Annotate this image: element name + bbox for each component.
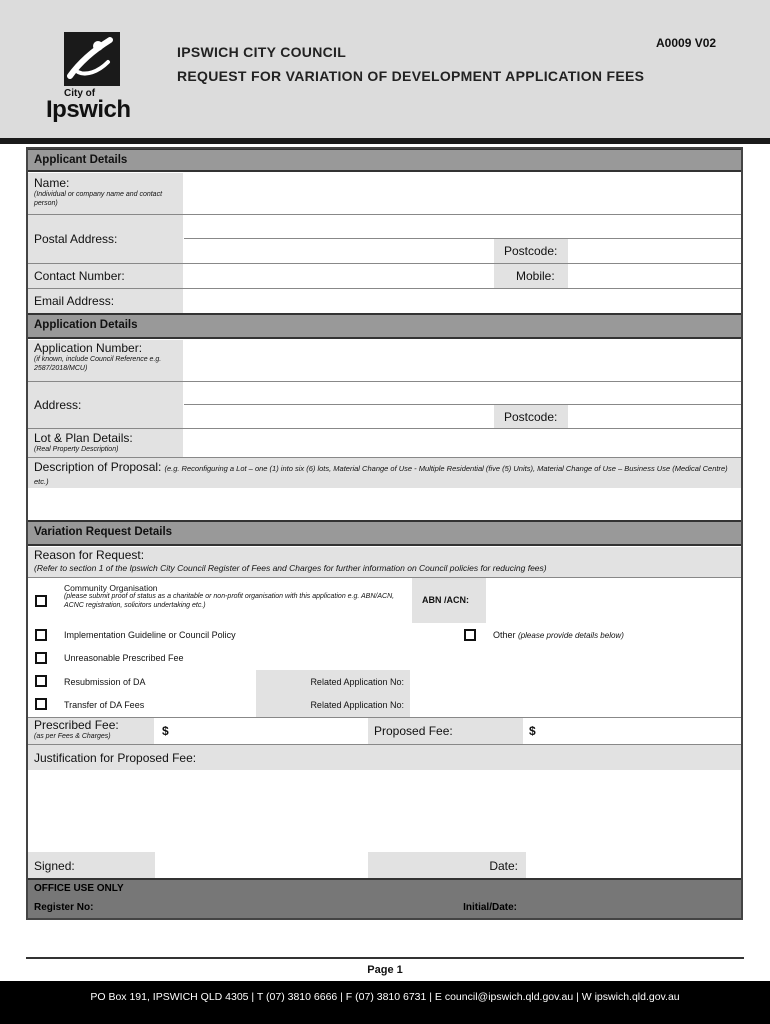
footer-divider — [26, 957, 744, 959]
related-application-field-1[interactable] — [410, 670, 742, 694]
name-label-text: Name: — [34, 176, 70, 190]
unreasonable-fee-checkbox[interactable] — [35, 652, 47, 664]
email-address-label: Email Address: — [28, 289, 183, 313]
lot-plan-label — [28, 429, 183, 457]
description-of-proposal-label — [28, 458, 742, 488]
contact-number-field[interactable] — [184, 264, 494, 288]
unreasonable-fee-label: Unreasonable Prescribed Fee — [64, 653, 184, 663]
abn-acn-field[interactable] — [486, 578, 742, 623]
signed-label: Signed: — [28, 852, 155, 878]
postal-address-field-line2[interactable] — [184, 239, 494, 263]
community-organisation-label: Community Organisation — [64, 583, 158, 593]
postal-address-field-line1[interactable] — [184, 215, 742, 238]
application-number-label-text: Application Number: — [34, 341, 143, 355]
other-option — [493, 630, 624, 641]
office-use-only-header: OFFICE USE ONLY — [26, 878, 743, 895]
applicant-postcode-label: Postcode: — [494, 239, 568, 263]
proposed-fee-label: Proposed Fee: — [368, 718, 523, 744]
lot-plan-label-text: Lot & Plan Details: — [34, 431, 133, 445]
related-application-label-1: Related Application No: — [256, 670, 410, 694]
council-name: IPSWICH CITY COUNCIL — [177, 44, 347, 60]
proposed-fee-currency: $ — [529, 724, 536, 738]
applicant-postcode-field[interactable] — [568, 239, 742, 263]
resubmission-checkbox[interactable] — [35, 675, 47, 687]
contact-footer: PO Box 191, IPSWICH QLD 4305 | T (07) 3810 6666 | F (07) 3810 6731 | E council@ipswich.qld.gov.au | W ipswich.qld.gov.au — [0, 981, 770, 1024]
header-divider — [0, 138, 770, 144]
postal-address-label: Postal Address: — [28, 215, 183, 263]
logo-ipswich: Ipswich — [46, 96, 131, 123]
prescribed-fee-currency: $ — [162, 724, 169, 738]
logo-city-of: City of — [64, 88, 96, 99]
proposal-label-text: Description of Proposal: — [34, 460, 162, 474]
prescribed-fee-field[interactable] — [154, 718, 368, 744]
description-of-proposal-field[interactable] — [28, 488, 742, 520]
prescribed-fee-hint: (as per Fees & Charges) — [34, 733, 111, 741]
application-postcode-field[interactable] — [568, 405, 742, 428]
application-number-hint: (if known, include Council Reference e.g. 2587/2018/MCU) — [34, 356, 162, 372]
address-label: Address: — [28, 382, 183, 428]
application-number-label — [28, 340, 183, 381]
section-variation-request-details: Variation Request Details — [26, 520, 743, 546]
prescribed-fee-label — [28, 718, 154, 744]
lot-plan-hint: (Real Property Description) — [34, 446, 119, 454]
community-organisation-option — [64, 583, 408, 623]
council-logo — [40, 32, 150, 124]
application-number-field[interactable] — [184, 340, 742, 381]
name-hint: (Individual or company name and contact person) — [34, 191, 163, 207]
community-organisation-checkbox[interactable] — [35, 595, 47, 607]
register-no-label: Register No: — [26, 895, 371, 920]
proposed-fee-field[interactable] — [523, 718, 742, 744]
signature-field[interactable] — [155, 852, 368, 878]
abn-acn-label: ABN /ACN: — [412, 578, 486, 623]
other-hint: (please provide details below) — [518, 631, 624, 640]
justification-label: Justification for Proposed Fee: — [28, 745, 742, 770]
other-checkbox[interactable] — [464, 629, 476, 641]
related-application-label-2: Related Application No: — [256, 694, 410, 717]
resubmission-label: Resubmission of DA — [64, 677, 146, 687]
related-application-field-2[interactable] — [410, 694, 742, 717]
section-application-details: Application Details — [26, 313, 743, 339]
initial-date-label: Initial/Date: — [371, 895, 521, 920]
reason-for-request-label — [28, 547, 742, 577]
email-address-field[interactable] — [184, 289, 742, 313]
form-title: REQUEST FOR VARIATION OF DEVELOPMENT APPLICATION FEES — [177, 68, 645, 84]
application-postcode-label: Postcode: — [494, 405, 568, 428]
reason-label-text: Reason for Request: — [34, 548, 145, 562]
page-header — [0, 0, 770, 138]
mobile-field[interactable] — [568, 264, 742, 288]
implementation-guideline-label: Implementation Guideline or Council Policy — [64, 630, 236, 640]
reason-hint: (Refer to section 1 of the Ipswich City Council Register of Fees and Charges for further information on Council policies for reducing fees) — [34, 563, 547, 574]
community-organisation-hint: (please submit proof of status as a charitable or non-profit organisation with this application e.g. ABN/ACN, ACNC registration, solicitors undertaking etc.) — [64, 593, 395, 609]
date-field[interactable] — [526, 852, 742, 878]
lot-plan-field[interactable] — [184, 429, 742, 457]
address-field-line2[interactable] — [184, 405, 494, 428]
contact-number-label: Contact Number: — [28, 264, 183, 288]
implementation-guideline-checkbox[interactable] — [35, 629, 47, 641]
name-label — [28, 173, 183, 214]
logo-mark-icon — [64, 32, 120, 86]
initial-date-field — [521, 895, 743, 920]
transfer-fees-checkbox[interactable] — [35, 698, 47, 710]
date-label: Date: — [368, 852, 526, 878]
address-field-line1[interactable] — [184, 382, 742, 404]
name-field[interactable] — [184, 173, 742, 214]
prescribed-fee-label-text: Prescribed Fee: — [34, 718, 119, 732]
proposal-hint: (e.g. Reconfiguring a Lot – one (1) into six (6) lots, Material Change of Use - Multiple Residential (five (5) Units), Material Change of Use – Business Use (Medical Centre) etc.) — [34, 464, 728, 487]
mobile-label: Mobile: — [494, 264, 568, 288]
section-applicant-details: Applicant Details — [26, 148, 743, 172]
justification-field[interactable] — [28, 770, 742, 852]
page-number: Page 1 — [367, 964, 403, 976]
form-code: A0009 V02 — [656, 36, 717, 50]
transfer-fees-label: Transfer of DA Fees — [64, 700, 145, 710]
other-label: Other — [493, 630, 516, 640]
